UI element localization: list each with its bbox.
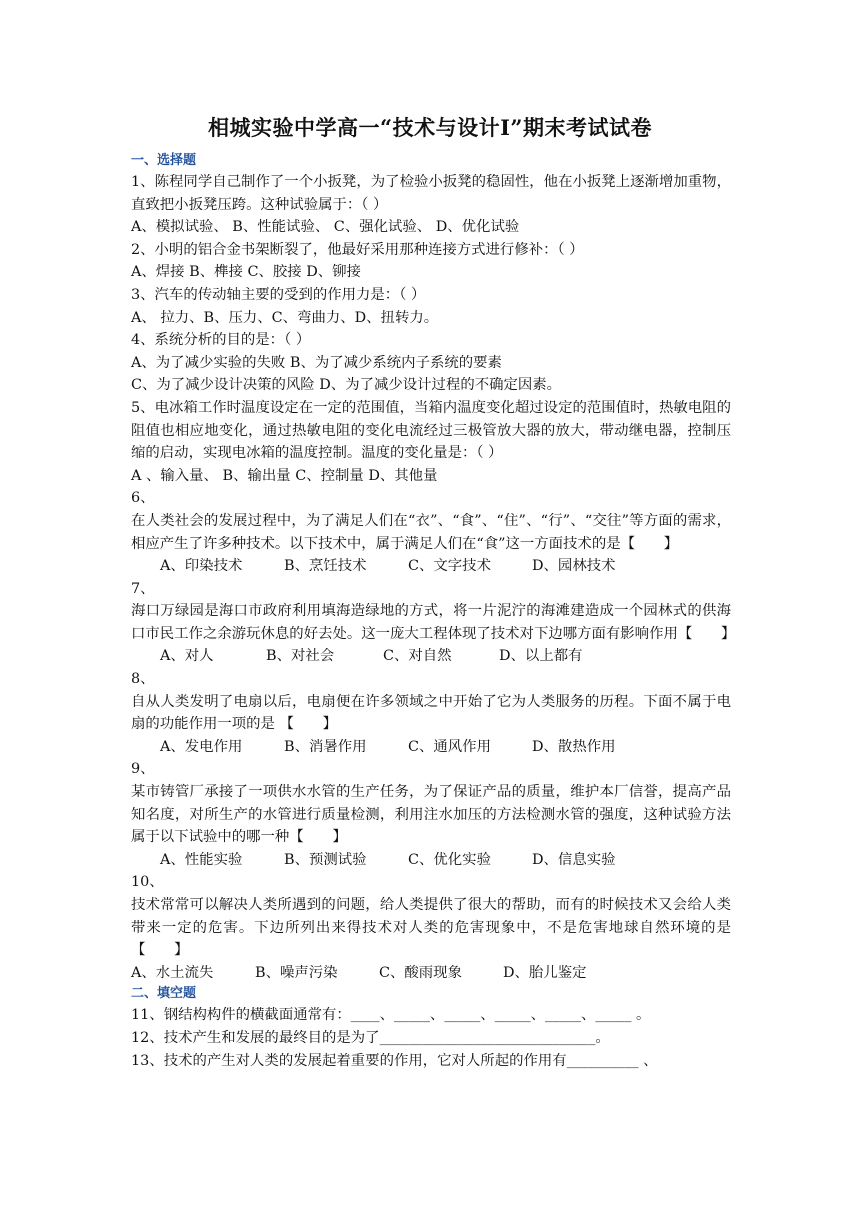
question-6-number: 6、 — [131, 490, 155, 507]
question-9-number: 9、 — [131, 761, 155, 778]
question-3-options: A、 拉力、B、压力、C、弯曲力、D、扭转力。 — [131, 309, 439, 326]
question-6: 在人类社会的发展过程中，为了满足人们在“衣”、“食”、“住”、“行”、“交往”等方面的需求，相应产生了许多种技术。以下技术中，属于满足人们在“食”这一方面技术的是【 】 — [131, 512, 731, 552]
option: C、优化实验 — [408, 851, 491, 868]
question-7-options — [131, 645, 731, 668]
question-13: 13、技术的产生对人类的发展起着重要的作用，它对人所起的作用有__________ 、 — [131, 1052, 658, 1069]
question-8-options — [131, 736, 731, 759]
option: A、印染技术 — [160, 558, 243, 575]
option: C、酸雨现象 — [379, 964, 462, 981]
option: D、园林技术 — [532, 558, 616, 575]
exam-content — [131, 151, 736, 1072]
question-2: 2、小明的铝合金书架断裂了，他最好采用那种连接方式进行修补：（ ） — [131, 241, 584, 258]
question-4-options-2: C、为了减少设计决策的风险 D、为了减少设计过程的不确定因素。 — [131, 377, 562, 394]
question-1: 1、陈程同学自己制作了一个小扳凳，为了检验小扳凳的稳固性，他在小扳凳上逐渐增加重物，直致把小扳凳压跨。这种试验属于：（ ） — [131, 174, 731, 213]
question-10-number: 10、 — [131, 874, 164, 891]
question-3: 3、汽车的传动轴主要的受到的作用力是：（ ） — [131, 286, 426, 303]
question-4-options-1: A、为了减少实验的失败 B、为了减少系统内子系统的要素 — [131, 354, 502, 371]
option: B、噪声污染 — [255, 964, 338, 981]
option: B、烹饪技术 — [284, 558, 367, 575]
option: D、信息实验 — [532, 851, 616, 868]
question-6-options — [131, 555, 731, 578]
option: D、以上都有 — [499, 648, 583, 665]
question-10-options — [131, 962, 731, 985]
question-2-options: A、焊接 B、榫接 C、胶接 D、铆接 — [131, 264, 361, 281]
question-5: 5、电冰箱工作时温度设定在一定的范围值，当箱内温度变化超过设定的范围值时，热敏电阻的阻值也相应地变化，通过热敏电阻的变化电流经过三极管放大器的放大，带动继电器，控制压缩的启动，实现电冰箱的温度控制。温度的变化量是：（ ） — [131, 399, 731, 462]
option: A、发电作用 — [160, 738, 243, 755]
option: B、消暑作用 — [284, 738, 367, 755]
question-8: 自从人类发明了电扇以后，电扇便在许多领域之中开始了它为人类服务的历程。下面不属于电扇的功能作用一项的是 【 】 — [131, 693, 731, 733]
question-10: 技术常常可以解决人类所遇到的问题，给人类提供了很大的帮助，而有的时候技术又会给人类带来一定的危害。下边所列出来得技术对人类的危害现象中，不是危害地球自然环境的是【 】 — [131, 897, 731, 959]
question-9-options — [131, 849, 731, 872]
question-9: 某市铸管厂承接了一项供水水管的生产任务，为了保证产品的质量，维护本厂信誉，提高产品知名度，对所生产的水管进行质量检测，利用注水加压的方法检测水管的强度，这种试验方法属于以下试验中的哪一种【 】 — [131, 784, 731, 846]
option: D、胎儿鉴定 — [503, 964, 587, 981]
option: A、对人 — [160, 648, 214, 665]
option: B、预测试验 — [284, 851, 367, 868]
question-11: 11、钢结构构件的横截面通常有：____、_____、_____、_____、_____、_____ 。 — [131, 1007, 651, 1024]
option: A、水土流失 — [131, 964, 214, 981]
question-7-number: 7、 — [131, 580, 155, 597]
section-heading-choice: 一、选择题 — [131, 153, 197, 168]
option: B、对社会 — [266, 648, 335, 665]
question-12: 12、技术产生和发展的最终目的是为了______________________________。 — [131, 1029, 610, 1046]
option: C、通风作用 — [408, 738, 491, 755]
option: D、散热作用 — [532, 738, 616, 755]
question-1-options: A、模拟试验、 B、性能试验、 C、强化试验、 D、优化试验 — [131, 219, 520, 236]
exam-title: 相城实验中学高一“技术与设计Ⅰ”期末考试试卷 — [208, 115, 652, 140]
question-8-number: 8、 — [131, 671, 155, 688]
option: C、文字技术 — [408, 558, 491, 575]
option: C、对自然 — [383, 648, 452, 665]
question-7: 海口万绿园是海口市政府利用填海造绿地的方式，将一片泥泞的海滩建造成一个园林式的供海口市民工作之余游玩休息的好去处。这一庞大工程体现了技术对下边哪方面有影响作用【 】 — [131, 603, 736, 642]
question-5-options: A 、输入量、 B、输出量 C、控制量 D、其他量 — [131, 467, 438, 484]
section-heading-fill: 二、填空题 — [131, 986, 197, 1002]
question-4: 4、系统分析的目的是：（ ） — [131, 332, 311, 349]
option: A、性能实验 — [160, 851, 243, 868]
